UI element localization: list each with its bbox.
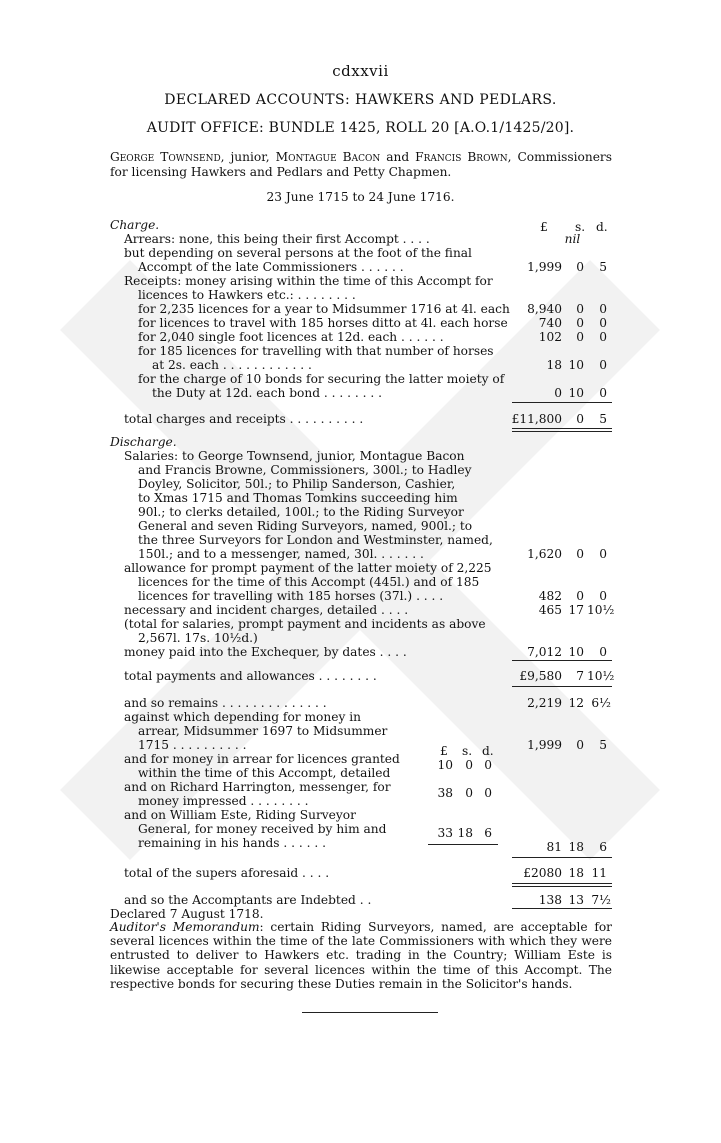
pence-header: d. (596, 220, 608, 234)
amount-pounds: 740 (538, 316, 562, 330)
supers-pounds: £2080 (523, 866, 562, 880)
inner-shillings-header: s. (462, 744, 473, 758)
amount-pounds: 1,999 (527, 738, 562, 752)
divider (512, 660, 612, 661)
charge-title: Charge. (110, 218, 160, 232)
total-pence: 5 (599, 412, 607, 426)
amount-pounds: 7,012 (527, 645, 562, 659)
divider (512, 883, 612, 884)
discharge-line: arrear, Midsummer 1697 to Midsummer (138, 724, 388, 738)
inner-pence: 0 (484, 786, 492, 800)
amount-shillings: 17 (568, 603, 584, 617)
divider (512, 886, 612, 887)
discharge-line: money paid into the Exchequer, by dates . . . . (124, 645, 407, 659)
amount-pence: 10½ (587, 603, 615, 617)
discharge-line: 150l.; and to a messenger, named, 30l. . . . . . . (138, 547, 424, 561)
total-pounds: £11,800 (511, 412, 562, 426)
charge-line: Arrears: none, this being their first Accompt . . . . (124, 232, 430, 246)
amount-pounds: 18 (546, 358, 562, 372)
charge-line: for licences to travel with 185 horses ditto at 4l. each horse (138, 316, 508, 330)
total-pounds: £9,580 (519, 669, 562, 683)
account-dates: 23 June 1715 to 24 June 1716. (266, 190, 455, 204)
discharge-line: licences for the time of this Accompt (445l.) and of 185 (138, 575, 480, 589)
amount-pence: 0 (599, 589, 607, 603)
amount-pence: 0 (599, 386, 607, 400)
discharge-line: 1715 . . . . . . . . . . (138, 738, 247, 752)
amount-pounds: 8,940 (527, 302, 562, 316)
charge-line: for 2,040 single foot licences at 12d. each . . . . . . (138, 330, 444, 344)
discharge-line: the three Surveyors for London and Westminster, named, (138, 533, 493, 547)
discharge-line: licences for travelling with 185 horses (37l.) . . . . (138, 589, 444, 603)
charge-line: for 185 licences for travelling with that number of horses (138, 344, 494, 358)
closing-rule (302, 1012, 438, 1013)
memo-text: : certain Riding Surveyors, named, are acceptable for several licences within the time of the late Commissioners with which they were entrusted to deliver to Hawkers etc. trading in the Country; William Este is likewise acceptable for several licences within the time of this Accompt. The respective bonds for securing these Duties remain in the Solicitor's hands. (110, 920, 612, 991)
amount-pounds: 1,620 (527, 547, 562, 561)
intro-text: and (380, 150, 416, 164)
amount-pence: 0 (599, 316, 607, 330)
amount-shillings: 0 (576, 738, 584, 752)
discharge-line: against which depending for money in (124, 710, 361, 724)
divider (512, 431, 612, 432)
amount-pence: 0 (599, 330, 607, 344)
amount-shillings: 10 (568, 386, 584, 400)
discharge-line: necessary and incident charges, detailed . . . . (124, 603, 409, 617)
amount-shillings: 0 (576, 547, 584, 561)
discharge-line: to Xmas 1715 and Thomas Tomkins succeeding him (138, 491, 458, 505)
inner-shillings: 0 (465, 758, 473, 772)
discharge-line: within the time of this Accompt, detailed (138, 766, 391, 780)
discharge-line: and on Richard Harrington, messenger, for (124, 780, 391, 794)
charge-line: licences to Hawkers etc.: . . . . . . . . (138, 288, 356, 302)
intro-text: , Commissioners for licensing Hawkers and Pedlars and Petty Chapmen. (110, 150, 613, 179)
amount-pence: 0 (599, 302, 607, 316)
discharge-line: and for money in arrear for licences granted (124, 752, 400, 766)
inner-pence: 0 (484, 758, 492, 772)
amount-shillings: 0 (576, 302, 584, 316)
amount-pounds: 0 (554, 386, 562, 400)
discharge-line: allowance for prompt payment of the latter moiety of 2,225 (124, 561, 492, 575)
amount-pounds: 465 (538, 603, 562, 617)
charge-total-label: total charges and receipts . . . . . . . . . . (124, 412, 364, 426)
inner-pounds: 10 (437, 758, 453, 772)
amount-pounds: 81 (546, 840, 562, 854)
charge-line: Receipts: money arising within the time of this Accompt for (124, 274, 493, 288)
discharge-line: remaining in his hands . . . . . . (138, 836, 327, 850)
divider (512, 857, 612, 858)
declared-date: Declared 7 August 1718. (110, 907, 264, 921)
charge-line: but depending on several persons at the foot of the final (124, 246, 472, 260)
discharge-line: money impressed . . . . . . . . (138, 794, 309, 808)
charge-line: for the charge of 10 bonds for securing the latter moiety of (138, 372, 505, 386)
amount-shillings: 0 (576, 316, 584, 330)
amount-shillings: 10 (568, 358, 584, 372)
total-pence: 10½ (587, 669, 615, 683)
inner-pence-header: d. (482, 744, 494, 758)
indebted-pounds: 138 (538, 893, 562, 907)
page-number: cdxxvii (332, 62, 389, 80)
total-shillings: 7 (576, 669, 584, 683)
inner-pence: 6 (484, 826, 492, 840)
amount-pounds: 482 (538, 589, 562, 603)
amount-shillings: 0 (576, 589, 584, 603)
charge-line: Accompt of the late Commissioners . . . . . . (138, 260, 404, 274)
document-heading: DECLARED ACCOUNTS: HAWKERS AND PEDLARS. (164, 92, 557, 108)
memo-label: Auditor's Memorandum (110, 920, 260, 934)
discharge-line: and on William Este, Riding Surveyor (124, 808, 356, 822)
remains-shillings: 12 (568, 696, 584, 710)
intro-text: , junior, (220, 150, 276, 164)
amount-pence: 0 (599, 358, 607, 372)
supers-shillings: 18 (568, 866, 584, 880)
commissioner-name: Montague Bacon (275, 150, 381, 164)
discharge-line: Doyley, Solicitor, 50l.; to Philip Sanderson, Cashier, (138, 477, 456, 491)
inner-pounds-header: £ (440, 744, 448, 758)
charge-line: the Duty at 12d. each bond . . . . . . . . (152, 386, 383, 400)
indebted-label: and so the Accomptants are Indebted . . (124, 893, 372, 907)
auditor-memorandum (110, 920, 612, 991)
amount-shillings: 0 (576, 330, 584, 344)
divider (512, 428, 612, 429)
inner-pounds: 33 (437, 826, 453, 840)
amount-pence: 6 (599, 840, 607, 854)
discharge-line: 90l.; to clerks detailed, 100l.; to the Riding Surveyor (138, 505, 464, 519)
discharge-title: Discharge. (110, 435, 177, 449)
discharge-line: General and seven Riding Surveyors, named, 900l.; to (138, 519, 473, 533)
commissioner-name: George Townsend (110, 150, 221, 164)
discharge-line: General, for money received by him and (138, 822, 387, 836)
amount-pence: 0 (599, 547, 607, 561)
supers-pence: 11 (591, 866, 607, 880)
shillings-header: s. (575, 220, 586, 234)
charge-line: at 2s. each . . . . . . . . . . . . (152, 358, 312, 372)
divider (428, 844, 498, 845)
pounds-header: £ (540, 220, 548, 234)
divider (512, 686, 612, 687)
indebted-shillings: 13 (568, 893, 584, 907)
amount-shillings: 10 (568, 645, 584, 659)
commissioner-name: Francis Brown (415, 150, 508, 164)
discharge-line: Salaries: to George Townsend, junior, Montague Bacon (124, 449, 465, 463)
remains-label: and so remains . . . . . . . . . . . . . . (124, 696, 327, 710)
amount-shillings: 18 (568, 840, 584, 854)
amount-pence: 0 (599, 645, 607, 659)
inner-pounds: 38 (437, 786, 453, 800)
amount-pounds: 102 (538, 330, 562, 344)
charge-line: for 2,235 licences for a year to Midsummer 1716 at 4l. each (138, 302, 510, 316)
total-shillings: 0 (576, 412, 584, 426)
amount-pounds: 1,999 (527, 260, 562, 274)
indebted-pence: 7½ (591, 893, 611, 907)
discharge-total-label: total payments and allowances . . . . . . . . (124, 669, 377, 683)
discharge-line: (total for salaries, prompt payment and incidents as above (124, 617, 486, 631)
inner-shillings: 0 (465, 786, 473, 800)
document-subheading: AUDIT OFFICE: BUNDLE 1425, ROLL 20 [A.O.1/1425/20]. (146, 120, 575, 136)
amount-pence: 5 (599, 260, 607, 274)
discharge-line: and Francis Browne, Commissioners, 300l.; to Hadley (138, 463, 472, 477)
divider (512, 908, 612, 909)
amount-pence: 5 (599, 738, 607, 752)
inner-shillings: 18 (457, 826, 473, 840)
remains-pence: 6½ (591, 696, 611, 710)
intro-paragraph (110, 150, 612, 180)
divider (512, 402, 612, 403)
discharge-line: 2,567l. 17s. 10½d.) (138, 631, 258, 645)
amount-shillings: 0 (576, 260, 584, 274)
amount-pounds: nil (564, 232, 581, 246)
remains-pounds: 2,219 (527, 696, 562, 710)
supers-total-label: total of the supers aforesaid . . . . (124, 866, 330, 880)
